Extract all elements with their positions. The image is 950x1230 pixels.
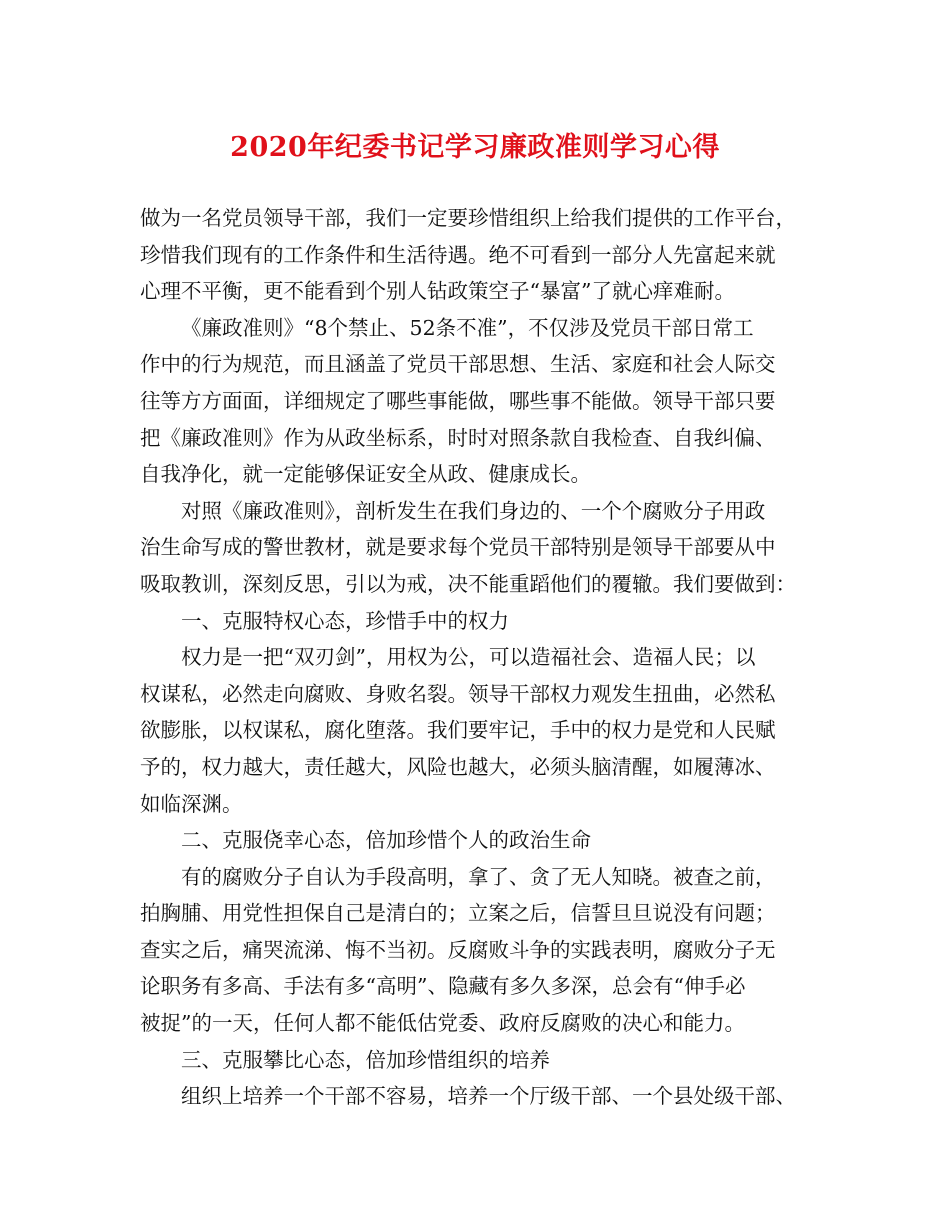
- text-line: 吸取教训，深刻反思，引以为戒，决不能重蹈他们的覆辙。我们要做到：: [140, 571, 796, 596]
- text-line: 珍惜我们现有的工作条件和生活待遇。绝不可看到一部分人先富起来就: [140, 242, 776, 267]
- text-line: 作中的行为规范，而且涵盖了党员干部思想、生活、家庭和社会人际交: [140, 352, 776, 377]
- text-line: 二、克服侥幸心态，倍加珍惜个人的政治生命: [181, 828, 591, 853]
- text-line: 组织上培养一个干部不容易，培养一个厅级干部、一个县处级干部、: [181, 1084, 796, 1109]
- text-line: 心理不平衡，更不能看到个别人钻政策空子“暴富”了就心痒难耐。: [140, 279, 735, 304]
- text-line: 有的腐败分子自认为手段高明，拿了、贪了无人知晓。被查之前，: [181, 864, 776, 889]
- text-line: 拍胸脯、用党性担保自己是清白的；立案之后，信誓旦旦说没有问题；: [140, 901, 776, 926]
- text-line: 论职务有多高、手法有多“高明”、隐藏有多久多深，总会有“伸手必: [140, 974, 746, 999]
- text-line: 把《廉政准则》作为从政坐标系，时时对照条款自我检查、自我纠偏、: [140, 425, 776, 450]
- text-line: 予的，权力越大，责任越大，风险也越大，必须头脑清醒，如履薄冰、: [140, 754, 776, 779]
- text-line: 权力是一把“双刃剑”，用权为公，可以造福社会、造福人民；以: [181, 645, 756, 670]
- document-title: 2020年纪委书记学习廉政准则学习心得: [230, 132, 720, 163]
- text-line: 查实之后，痛哭流涕、悔不当初。反腐败斗争的实践表明，腐败分子无: [140, 937, 776, 962]
- text-line: 被捉”的一天，任何人都不能低估党委、政府反腐败的决心和能力。: [140, 1011, 745, 1036]
- text-line: 如临深渊。: [140, 791, 243, 816]
- text-line: 《廉政准则》“8个禁止、52条不准”，不仅涉及党员干部日常工: [181, 315, 754, 340]
- text-line: 权谋私，必然走向腐败、身败名裂。领导干部权力观发生扭曲，必然私: [140, 681, 776, 706]
- text-line: 三、克服攀比心态，倍加珍惜组织的培养: [181, 1047, 550, 1072]
- text-line: 一、克服特权心态，珍惜手中的权力: [181, 608, 509, 633]
- text-line: 治生命写成的警世教材，就是要求每个党员干部特别是领导干部要从中: [140, 535, 776, 560]
- document-body: [140, 200, 830, 1115]
- text-line: 自我净化，就一定能够保证安全从政、健康成长。: [140, 462, 591, 487]
- text-line: 做为一名党员领导干部，我们一定要珍惜组织上给我们提供的工作平台，: [140, 206, 796, 230]
- text-line: 往等方方面面，详细规定了哪些事能做，哪些事不能做。领导干部只要: [140, 388, 776, 413]
- text-line: 欲膨胀，以权谋私，腐化堕落。我们要牢记，手中的权力是党和人民赋: [140, 718, 776, 743]
- text-line: 对照《廉政准则》，剖析发生在我们身边的、一个个腐败分子用政: [181, 498, 766, 523]
